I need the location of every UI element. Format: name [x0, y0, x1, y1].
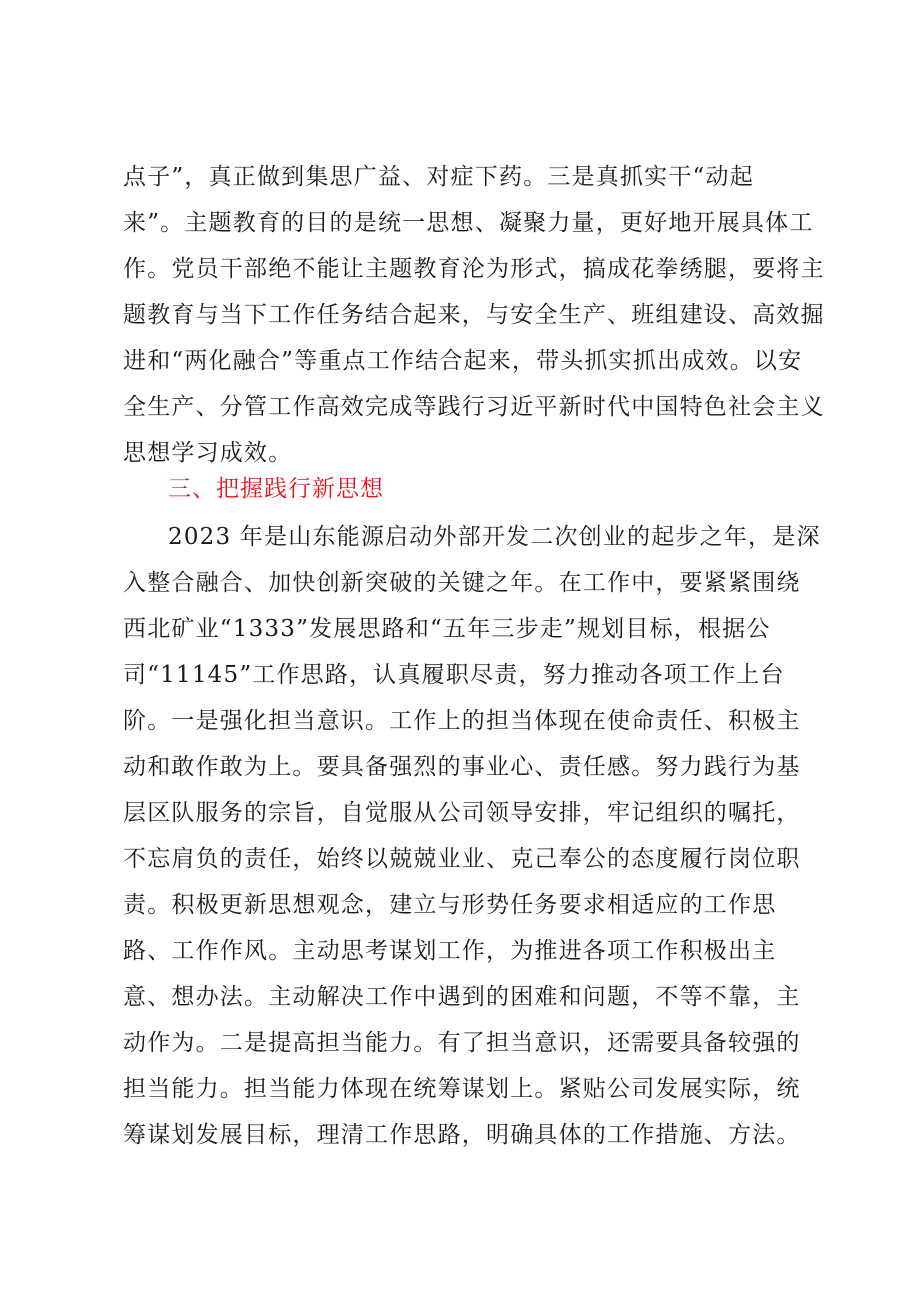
text-line: 不忘肩负的责任，始终以兢兢业业、克己奉公的态度履行岗位职: [123, 846, 801, 872]
text-line: 点子”，真正做到集思广益、对症下药。三是真抓实干“动起: [123, 164, 754, 190]
text-line: 来”。主题教育的目的是统一思想、凝聚力量，更好地开展具体工: [123, 210, 814, 236]
text-line: 担当能力。担当能力体现在统筹谋划上。紧贴公司发展实际，统: [123, 1076, 801, 1102]
text-line: 西北矿业“1333”发展思路和“五年三步走”规划目标，根据公: [123, 616, 771, 642]
text-line: 题教育与当下工作任务结合起来，与安全生产、班组建设、高效掘: [123, 302, 825, 328]
text-line: 思想学习成效。: [123, 440, 293, 466]
text-line: 动作为。二是提高担当能力。有了担当意识，还需要具备较强的: [123, 1030, 801, 1056]
text-line: 2023 年是山东能源启动外部开发二次创业的起步之年，是深: [168, 524, 821, 550]
text-line: 责。积极更新思想观念，建立与形势任务要求相适应的工作思: [123, 892, 777, 918]
text-line: 层区队服务的宗旨，自觉服从公司领导安排，牢记组织的嘱托，: [123, 800, 801, 826]
text-line: 作。党员干部绝不能让主题教育沦为形式，搞成花拳绣腿，要将主: [123, 256, 825, 282]
text-line: 入整合融合、加快创新突破的关键之年。在工作中，要紧紧围绕: [123, 570, 801, 596]
text-line: 意、想办法。主动解决工作中遇到的困难和问题，不等不靠，主: [123, 984, 801, 1010]
text-line: 动和敢作敢为上。要具备强烈的事业心、责任感。努力践行为基: [123, 754, 801, 780]
text-line: 进和“两化融合”等重点工作结合起来，带头抓实抓出成效。以安: [123, 348, 803, 374]
text-line: 阶。一是强化担当意识。工作上的担当体现在使命责任、积极主: [123, 708, 801, 734]
text-line: 全生产、分管工作高效完成等践行习近平新时代中国特色社会主义: [123, 394, 825, 420]
section-heading: 三、把握践行新思想: [168, 476, 384, 502]
text-line: 筹谋划发展目标，理清工作思路，明确具体的工作措施、方法。: [123, 1122, 801, 1148]
text-line: 路、工作作风。主动思考谋划工作，为推进各项工作积极出主: [123, 938, 777, 964]
text-line: 司“11145”工作思路，认真履职尽责，努力推动各项工作上台: [123, 662, 785, 688]
